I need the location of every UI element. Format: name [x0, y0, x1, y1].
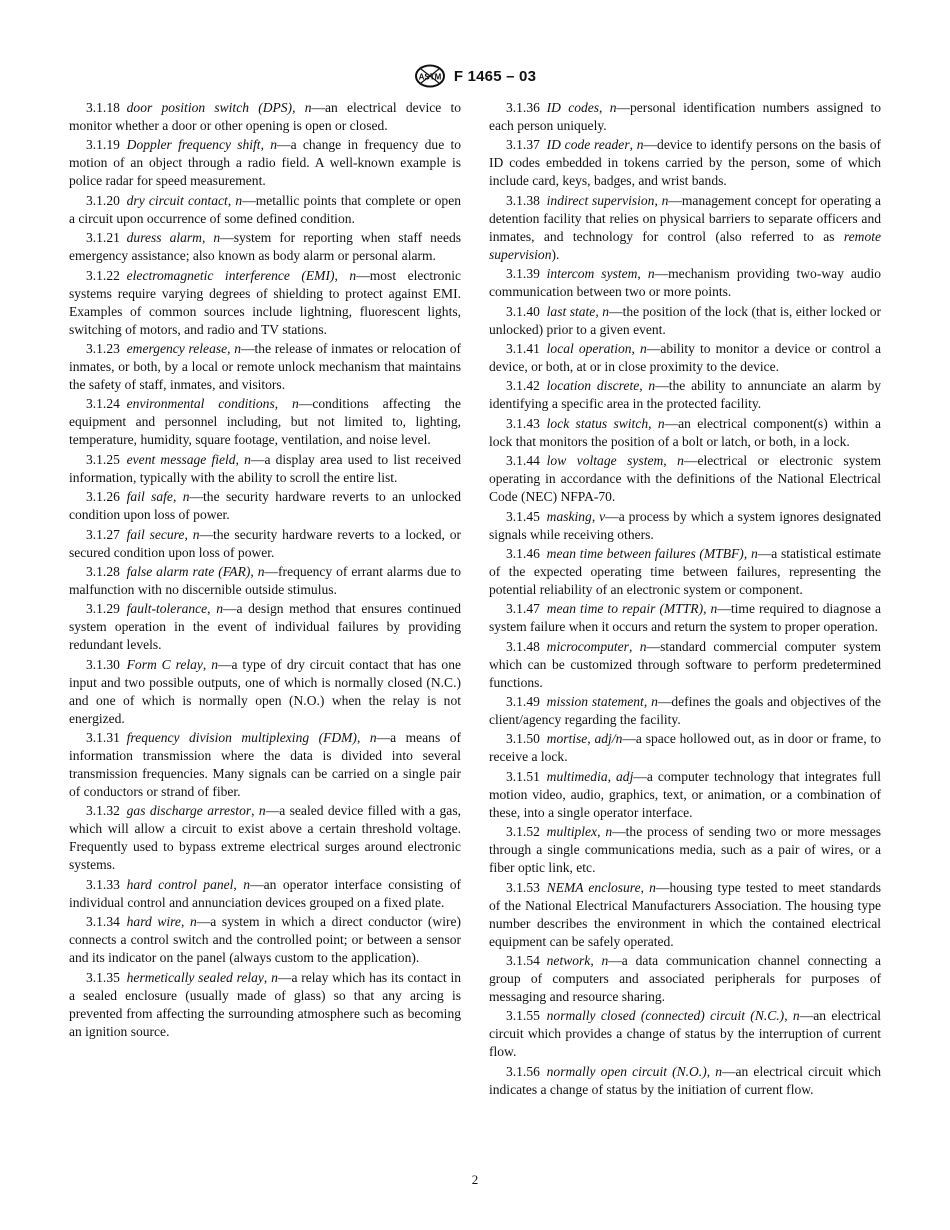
entry-part-of-speech: n	[213, 230, 221, 246]
entry-term: mean time to repair (MTTR)	[546, 601, 704, 617]
definition-entry: 3.1.41 local operation, n—ability to monitor a device or control a device, or both, at or in close proximity to the device.	[489, 340, 881, 374]
entry-definition-italic: remote supervision	[489, 228, 881, 262]
entry-part-of-speech: n	[257, 563, 265, 579]
entry-part-of-speech: n	[792, 1008, 800, 1024]
definition-entry: 3.1.36 ID codes, n—personal identification numbers assigned to each person uniquely.	[489, 100, 881, 133]
entry-number: 3.1.53	[506, 879, 540, 895]
definition-entry: 3.1.51 multimedia, adj—a computer technology that integrates full motion video, audio, graphics, text, or animation, or a combination of these, into a single operator interface.	[489, 768, 881, 820]
entry-definition: mechanism providing two-way audio communication between two or more points.	[489, 266, 881, 300]
entry-part-of-speech: n	[270, 137, 278, 153]
entry-number: 3.1.43	[506, 415, 540, 431]
entry-part-of-speech: n	[602, 303, 610, 319]
entry-term: electromagnetic interference (EMI)	[126, 267, 335, 283]
entry-part-of-speech: n	[349, 267, 357, 283]
page-number: 2	[471, 1172, 479, 1187]
entry-definition: management concept for operating a detention facility that relies on physical barriers to separate officers and inmates, and technology for control (also referred to as	[489, 192, 881, 244]
entry-number: 3.1.42	[506, 378, 540, 394]
entry-term: frequency division multiplexing (FDM)	[126, 730, 357, 746]
entry-part-of-speech: n	[609, 100, 617, 115]
entry-part-of-speech: v	[599, 508, 606, 524]
entry-part-of-speech: n	[647, 266, 655, 282]
entry-definition: standard commercial computer system which can be customized through software to perform predetermined functions.	[489, 638, 882, 690]
entry-part-of-speech: n	[677, 453, 684, 469]
entry-term: local operation	[546, 340, 632, 356]
entry-definition: an electrical component(s) within a lock that monitors the position of a bolt or latch, or both, in a lock.	[489, 415, 881, 449]
definition-entry: 3.1.54 network, n—a data communication channel connecting a group of computers and associated peripherals for purposes of messaging and resource sharing.	[489, 953, 881, 1005]
definition-entry: 3.1.30 Form C relay, n—a type of dry circuit contact that has one input and two possible outputs, one of which is normally closed (N.C.) and one of which is normally open (N.O.) when the relay is not energized.	[69, 656, 461, 726]
definition-entry: 3.1.45 masking, v—a process by which a system ignores designated signals while receiving others.	[489, 508, 881, 542]
entry-part-of-speech: n	[243, 876, 251, 892]
entry-term: low voltage system	[546, 453, 664, 469]
entry-part-of-speech: n	[710, 601, 718, 617]
entry-term: normally open circuit (N.O.)	[546, 1063, 707, 1079]
entry-definition: housing type tested to meet standards of the National Electrical Manufacturers Association. The housing type number describes the environment in which the contained electrical equipment can be safely operated.	[489, 879, 881, 949]
entry-number: 3.1.47	[506, 601, 540, 617]
entry-term: hard control panel	[126, 876, 234, 892]
entry-term: network	[546, 953, 591, 969]
entry-term: mortise, adj/n	[546, 731, 623, 747]
definition-entry: 3.1.48 microcomputer, n—standard commercial computer system which can be customized through software to perform predetermined functions.	[489, 638, 882, 690]
entry-number: 3.1.26	[86, 489, 120, 505]
entry-definition: a sealed device filled with a gas, which will allow a circuit to exist above a certain threshold voltage. Frequently used to bypass extreme electrical surges around electronic systems.	[69, 803, 461, 873]
entry-part-of-speech: n	[192, 526, 200, 542]
entry-number: 3.1.35	[86, 969, 120, 985]
svg-text:ASTM: ASTM	[418, 72, 442, 82]
entry-part-of-speech: n	[750, 545, 758, 561]
entry-number: 3.1.45	[506, 508, 540, 524]
entry-number: 3.1.19	[86, 137, 120, 153]
entry-definition: an electrical device to monitor whether a door or other opening is open or closed.	[69, 100, 461, 133]
astm-logo-icon	[414, 64, 446, 88]
entry-part-of-speech: n	[258, 803, 266, 819]
entry-definition: a type of dry circuit contact that has one input and two possible outputs, one of which is normally closed (N.C.) and one of which is normally open (N.O.) when the relay is not energized.	[69, 656, 461, 726]
entry-term: door position switch (DPS)	[126, 100, 293, 115]
entry-term: masking	[546, 508, 592, 524]
definition-entry: 3.1.40 last state, n—the position of the lock (that is, either locked or unlocked) prior to a given event.	[489, 303, 881, 337]
definition-entry: 3.1.34 hard wire, n—a system in which a direct conductor (wire) connects a control switch and the controlled point; or between a sensor and its indicator on the panel (always custom to the application).	[69, 914, 462, 966]
entry-number: 3.1.32	[86, 803, 120, 819]
definition-entry: 3.1.29 fault-tolerance, n—a design method that ensures continued system operation in the event of individual failures by providing redundant levels.	[69, 601, 461, 653]
entry-definition: metallic points that complete or open a circuit upon occurrence of some defined condition.	[69, 192, 461, 226]
entry-part-of-speech: n	[292, 396, 299, 412]
entry-number: 3.1.41	[506, 340, 540, 356]
entry-definition: the security hardware reverts to a locked, or secured condition upon loss of power.	[69, 526, 462, 560]
entry-number: 3.1.23	[86, 340, 120, 356]
entry-definition: frequency of errant alarms due to malfunction with no discernible outside stimulus.	[69, 563, 461, 597]
definition-entry: 3.1.39 intercom system, n—mechanism providing two-way audio communication between two or more points.	[489, 266, 881, 300]
entry-definition: the release of inmates or relocation of inmates, or both, by a local or remote unlock mechanism that maintains the safety of staff, inmates, and visitors.	[69, 340, 461, 392]
entry-part-of-speech: n	[244, 451, 251, 467]
definition-entry: 3.1.46 mean time between failures (MTBF), n—a statistical estimate of the expected operating time between failures, representing the potential reliability of an electronic system or component.	[489, 545, 881, 597]
entry-number: 3.1.27	[86, 526, 120, 542]
entry-definition: a design method that ensures continued system operation in the event of individual failures by providing redundant levels.	[69, 601, 461, 653]
left-column	[69, 99, 461, 1042]
entry-definition: ability to monitor a device or control a device, or both, at or in close proximity to the device.	[489, 340, 881, 374]
entry-definition: the ability to annunciate an alarm by identifying a specific area in the protected facility.	[489, 378, 881, 412]
definition-entry: 3.1.35 hermetically sealed relay, n—a relay which has its contact in a sealed enclosure (usually made of glass) so that any arcing is prevented from affecting the surrounding atmosphere such as becoming an ignition source.	[69, 969, 461, 1039]
entry-term: normally closed (connected) circuit (N.C.)	[546, 1008, 785, 1024]
entry-term: multiplex	[546, 824, 598, 840]
entry-part-of-speech: n	[271, 969, 278, 985]
entry-definition: device to identify persons on the basis of ID codes embedded in tokens carried by the person, some of which include card, keys, badges, and wrist bands.	[489, 137, 882, 189]
entry-term: ID codes	[546, 100, 600, 115]
entry-number: 3.1.33	[86, 876, 120, 892]
entry-definition: time required to diagnose a system failure when it occurs and return the system to proper operation.	[489, 601, 882, 635]
entry-definition: a computer technology that integrates full motion video, audio, graphics, text, or animation, or a combination of these, into a single operator interface.	[489, 768, 881, 820]
entry-definition: a system in which a direct conductor (wire) connects a control switch and the controlled point; or between a sensor and its indicator on the panel (always custom to the application).	[69, 914, 462, 966]
entry-definition: a change in frequency due to motion of an object through a radio field. A well-known example is police radar for speed measurement.	[69, 137, 462, 189]
definition-entry: 3.1.22 electromagnetic interference (EMI), n—most electronic systems require varying degrees of shielding to protect against EMI. Examples of common sources include lightning, fluorescent lights, switching of motors, and radio and TV stations.	[69, 267, 461, 337]
entry-term: NEMA enclosure	[546, 879, 641, 895]
definition-entry: 3.1.47 mean time to repair (MTTR), n—time required to diagnose a system failure when it occurs and return the system to proper operation.	[489, 601, 882, 635]
entry-part-of-speech: n	[234, 340, 241, 356]
definition-entry: 3.1.20 dry circuit contact, n—metallic points that complete or open a circuit upon occurrence of some defined condition.	[69, 192, 461, 226]
entry-definition: a process by which a system ignores designated signals while receiving others.	[489, 508, 881, 542]
entry-term: duress alarm	[126, 230, 202, 246]
entry-definition: a display area used to list received information, typically with the ability to scroll the entire list.	[69, 451, 461, 485]
entry-number: 3.1.56	[506, 1063, 540, 1079]
entry-number: 3.1.49	[506, 694, 540, 710]
entry-number: 3.1.37	[506, 137, 540, 153]
entry-number: 3.1.22	[86, 267, 120, 283]
entry-definition: an operator interface consisting of individual control and annunciation devices grouped on a fixed plate.	[69, 876, 461, 910]
entry-part-of-speech: n	[211, 656, 218, 672]
entry-part-of-speech: n	[304, 100, 312, 115]
entry-number: 3.1.44	[506, 453, 540, 469]
entry-term: mean time between failures (MTBF)	[546, 545, 744, 561]
definition-entry: 3.1.42 location discrete, n—the ability to annunciate an alarm by identifying a specific area in the protected facility.	[489, 378, 881, 412]
entry-number: 3.1.36	[506, 100, 540, 115]
entry-definition: an electrical circuit which provides a change of status by the interruption of current flow.	[489, 1008, 882, 1060]
entry-part-of-speech: n	[189, 914, 197, 930]
entry-part-of-speech: n	[651, 694, 658, 710]
entry-number: 3.1.48	[506, 638, 540, 654]
entry-part-of-speech: adj	[616, 768, 634, 784]
entry-term: environmental conditions	[126, 396, 275, 412]
entry-term: indirect supervision	[546, 192, 655, 208]
definition-entry: 3.1.26 fail safe, n—the security hardware reverts to an unlocked condition upon loss of power.	[69, 489, 462, 523]
entry-term: Doppler frequency shift	[126, 137, 261, 153]
entry-definition: most electronic systems require varying degrees of shielding to protect against EMI. Examples of common sources include lightning, fluorescent lights, switching of motors, and radio and TV stations.	[69, 267, 461, 337]
entry-term: location discrete	[546, 378, 640, 394]
entry-term: intercom system	[546, 266, 638, 282]
right-column	[489, 99, 881, 1100]
definition-entry: 3.1.27 fail secure, n—the security hardware reverts to a locked, or secured condition upon loss of power.	[69, 526, 462, 560]
definition-entry: 3.1.44 low voltage system, n—electrical or electronic system operating in accordance with the definitions of the National Electrical Code (NEC) NFPA-70.	[489, 453, 881, 505]
entry-term: ID code reader	[546, 137, 630, 153]
entry-term: multimedia	[546, 768, 608, 784]
entry-part-of-speech: n	[648, 378, 656, 394]
entry-number: 3.1.38	[506, 192, 540, 208]
entry-term: hard wire	[126, 914, 181, 930]
definition-entry: 3.1.56 normally open circuit (N.O.), n—an electrical circuit which indicates a change of status by the initiation of current flow.	[489, 1063, 881, 1097]
definition-entry: 3.1.55 normally closed (connected) circuit (N.C.), n—an electrical circuit which provides a change of status by the interruption of current flow.	[489, 1008, 882, 1060]
entry-term: false alarm rate (FAR)	[126, 563, 251, 579]
entry-definition: defines the goals and objectives of the client/agency regarding the facility.	[489, 694, 881, 728]
entry-number: 3.1.30	[86, 656, 120, 672]
entry-term: fail safe	[126, 489, 173, 505]
entry-number: 3.1.31	[86, 730, 120, 746]
entry-definition: system for reporting when staff needs emergency assistance; also known as body alarm or personal alarm.	[69, 230, 462, 264]
entry-part-of-speech: n	[639, 638, 647, 654]
entry-number: 3.1.21	[86, 230, 120, 246]
definition-entry: 3.1.31 frequency division multiplexing (FDM), n—a means of information transmission where the data is divided into several transmission frequencies. Many signals can be carried on a single pair of conductors or strand of fiber.	[69, 730, 461, 800]
entry-number: 3.1.28	[86, 563, 120, 579]
entry-term: fault-tolerance	[126, 601, 208, 617]
entry-number: 3.1.51	[506, 768, 540, 784]
entry-term: last state	[546, 303, 596, 319]
entry-number: 3.1.55	[506, 1008, 540, 1024]
entry-term: lock status switch	[546, 415, 649, 431]
definition-entry: 3.1.18 door position switch (DPS), n—an electrical device to monitor whether a door or other opening is open or closed.	[69, 100, 461, 133]
entry-number: 3.1.52	[506, 824, 540, 840]
definition-entry: 3.1.21 duress alarm, n—system for reporting when staff needs emergency assistance; also known as body alarm or personal alarm.	[69, 230, 462, 264]
definition-entry: 3.1.53 NEMA enclosure, n—housing type tested to meet standards of the National Electrical Manufacturers Association. The housing type number describes the environment in which the contained electrical equipment can be safely operated.	[489, 879, 881, 949]
entry-definition: a means of information transmission where the data is divided into several transmission frequencies. Many signals can be carried on a single pair of conductors or strand of fiber.	[69, 730, 461, 800]
entry-number: 3.1.20	[86, 192, 120, 208]
entry-number: 3.1.46	[506, 545, 540, 561]
entry-number: 3.1.34	[86, 914, 120, 930]
definition-entry: 3.1.43 lock status switch, n—an electrical component(s) within a lock that monitors the position of a bolt or latch, or both, in a lock.	[489, 415, 881, 449]
entry-term: gas discharge arrestor	[126, 803, 252, 819]
definition-entry: 3.1.28 false alarm rate (FAR), n—frequency of errant alarms due to malfunction with no discernible outside stimulus.	[69, 563, 461, 597]
entry-term: dry circuit contact	[126, 192, 228, 208]
entry-part-of-speech: n	[636, 137, 644, 153]
entry-term: fail secure	[126, 526, 185, 542]
definition-entry: 3.1.19 Doppler frequency shift, n—a change in frequency due to motion of an object through a radio field. A well-known example is police radar for speed measurement.	[69, 137, 462, 189]
definition-entry: 3.1.32 gas discharge arrestor, n—a sealed device filled with a gas, which will allow a circuit to exist above a certain threshold voltage. Frequently used to bypass extreme electrical surges around electronic systems.	[69, 803, 461, 873]
definition-entry: 3.1.49 mission statement, n—defines the goals and objectives of the client/agency regarding the facility.	[489, 694, 881, 728]
definition-entry: 3.1.52 multiplex, n—the process of sending two or more messages through a single communications media, such as a pair of wires, or a fiber optic link, etc.	[489, 824, 881, 876]
entry-part-of-speech: n	[661, 192, 669, 208]
entry-part-of-speech: n	[657, 415, 665, 431]
entry-term: emergency release	[126, 340, 228, 356]
entry-definition: an electrical circuit which indicates a change of status by the initiation of current flow.	[489, 1063, 881, 1097]
entry-part-of-speech: n	[601, 953, 609, 969]
entry-definition: the process of sending two or more messages through a single communications media, such as a pair of wires, or a fiber optic link, etc.	[489, 824, 881, 876]
entry-number: 3.1.50	[506, 731, 540, 747]
entry-definition: personal identification numbers assigned to each person uniquely.	[489, 100, 881, 133]
entry-number: 3.1.39	[506, 266, 540, 282]
entry-part-of-speech: n	[640, 340, 647, 356]
entry-definition: the position of the lock (that is, either locked or unlocked) prior to a given event.	[489, 303, 881, 337]
entry-part-of-speech: n	[182, 489, 190, 505]
entry-definition: a statistical estimate of the expected operating time between failures, representing the potential reliability of an electronic system or component.	[489, 545, 881, 597]
entry-definition: conditions affecting the equipment and personnel including, but not limited to, lighting, temperature, humidity, square footage, ventilation, and noise level.	[69, 396, 461, 448]
entry-number: 3.1.18	[86, 100, 120, 115]
entry-part-of-speech: n	[235, 192, 243, 208]
entry-term: microcomputer	[546, 638, 629, 654]
entry-definition: a space hollowed out, as in door or frame, to receive a lock.	[489, 731, 881, 765]
entry-definition: a relay which has its contact in a sealed enclosure (usually made of glass) so that any arcing is prevented from affecting the surrounding atmosphere such as becoming an ignition source.	[69, 969, 461, 1039]
entry-number: 3.1.24	[86, 396, 120, 412]
entry-number: 3.1.29	[86, 601, 120, 617]
definition-entry: 3.1.23 emergency release, n—the release of inmates or relocation of inmates, or both, by a local or remote unlock mechanism that maintains the safety of staff, inmates, and visitors.	[69, 340, 461, 392]
definition-entry: 3.1.38 indirect supervision, n—management concept for operating a detention facility that relies on physical barriers to separate officers and inmates, and technology for control (also referred to as remote supervision).	[489, 192, 881, 262]
entry-part-of-speech: n	[216, 601, 223, 617]
definition-entry: 3.1.33 hard control panel, n—an operator interface consisting of individual control and annunciation devices grouped on a fixed plate.	[69, 876, 461, 910]
entry-term: mission statement	[546, 694, 644, 710]
definition-entry: 3.1.24 environmental conditions, n—conditions affecting the equipment and personnel including, but not limited to, lighting, temperature, humidity, square footage, ventilation, and noise level.	[69, 396, 461, 448]
entry-definition: the security hardware reverts to an unlocked condition upon loss of power.	[69, 489, 462, 523]
entry-part-of-speech: n	[369, 730, 377, 746]
entry-part-of-speech: n	[649, 879, 656, 895]
entry-number: 3.1.54	[506, 953, 540, 969]
entry-term: event message field	[126, 451, 236, 467]
definition-entry: 3.1.37 ID code reader, n—device to identify persons on the basis of ID codes embedded in tokens carried by the person, some of which include card, keys, badges, and wrist bands.	[489, 137, 882, 189]
entry-definition: electrical or electronic system operating in accordance with the definitions of the National Electrical Code (NEC) NFPA-70.	[489, 453, 881, 505]
entry-part-of-speech: n	[605, 824, 613, 840]
entry-term: hermetically sealed relay	[126, 969, 264, 985]
entry-number: 3.1.40	[506, 303, 540, 319]
entry-definition: a data communication channel connecting a group of computers and associated peripherals for purposes of messaging and resource sharing.	[489, 953, 881, 1005]
document-number: F 1465 – 03	[453, 67, 537, 85]
entry-term: Form C relay	[126, 656, 203, 672]
entry-number: 3.1.25	[86, 451, 120, 467]
page-header	[0, 64, 950, 88]
entry-part-of-speech: n	[715, 1063, 722, 1079]
definition-entry: 3.1.25 event message field, n—a display area used to list received information, typically with the ability to scroll the entire list.	[69, 451, 461, 485]
definition-entry: 3.1.50 mortise, adj/n—a space hollowed out, as in door or frame, to receive a lock.	[489, 731, 881, 765]
